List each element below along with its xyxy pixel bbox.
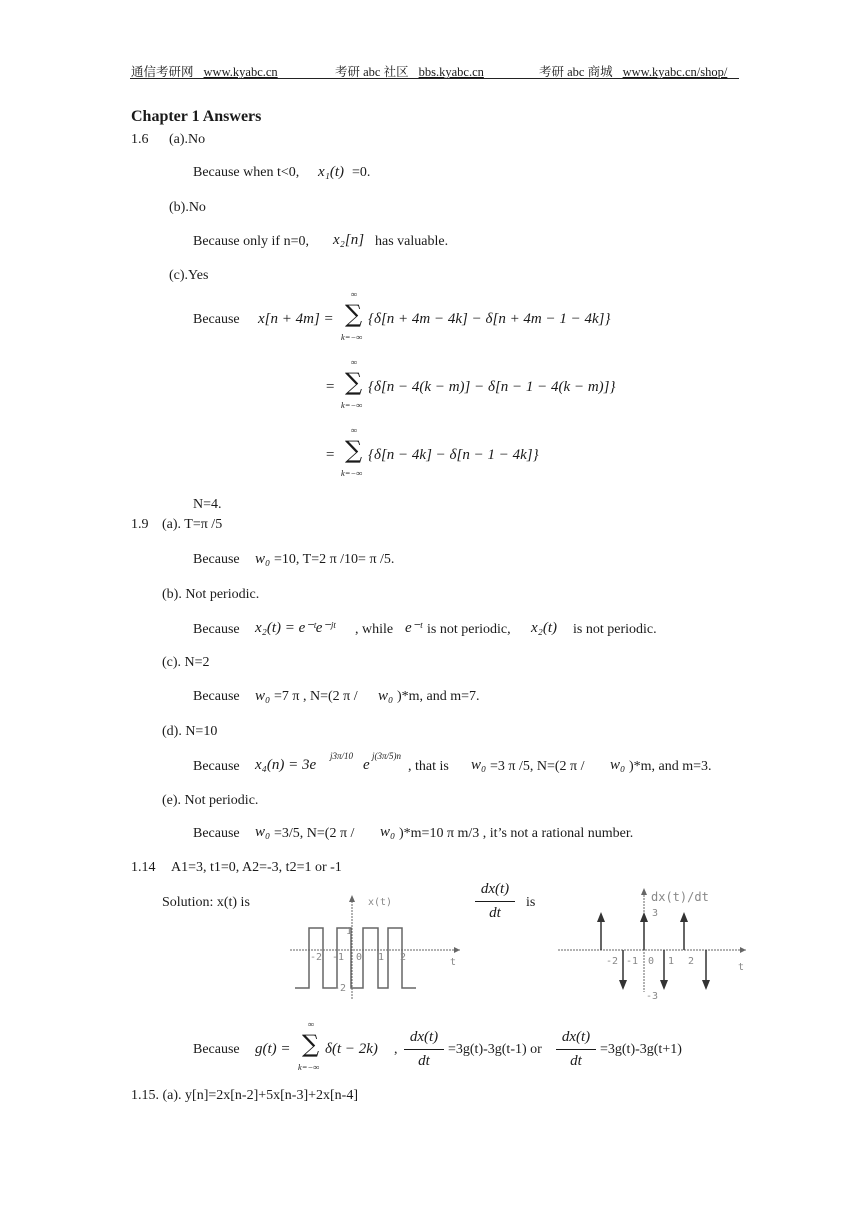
text: Because [193,689,240,704]
text: , [394,1042,398,1057]
sum-upper: ∞ [308,1019,315,1029]
problem-number: 1.9 [131,517,149,532]
text: =3g(t)-3g(t+1) [600,1042,682,1057]
header-site3-name: 考研 abc 商城 [539,65,613,79]
sum-lower: k=−∞ [341,400,363,410]
sum-upper: ∞ [351,289,358,299]
part-label: (b).No [169,200,206,215]
tick-label: -2 [606,956,619,967]
math: x[n + 4m] = [258,311,334,327]
tick-label: 0 [356,952,363,963]
sum-upper: ∞ [351,425,358,435]
fraction-bar [404,1049,444,1050]
tick-label: 2 [688,956,695,967]
math-superscript: j(3π/5)n [372,751,402,761]
sum-sign: ∑ [345,436,363,464]
header-site1-name: 通信考研网 [131,65,194,79]
fraction-denominator: dt [489,904,501,921]
impulse-arrowhead [660,980,668,990]
tick-label: -1 [332,952,345,963]
math: x₂[n] [333,232,365,248]
text: )*m, and m=7. [397,689,480,704]
text: =3g(t)-3g(t-1) or [448,1042,542,1057]
fraction-denominator: dt [570,1052,582,1069]
sum-upper: ∞ [351,357,358,367]
fraction-numerator: dx(t) [409,1029,439,1045]
text: )*m, and m=3. [629,759,712,774]
math: x₂(t) [531,620,558,636]
text: )*m=10 π m/3 , it’s not a rational number. [399,826,634,841]
text: =10, T=2 π /10= π /5. [274,552,395,567]
math: = [325,379,336,395]
math: {δ[n − 4k] − δ[n − 1 − 4k]} [368,447,539,463]
y-axis-arrow [349,895,355,902]
math: = [325,447,336,463]
math: w₀ [255,551,271,567]
y-axis-label: x(t) [368,897,393,908]
math: e⁻ᵗ [405,620,423,636]
text: Because when t<0, [193,165,300,180]
plot-derivative [558,884,758,1002]
tick-label: 1 [378,952,385,963]
text: Because [193,312,240,327]
part-label: (d). N=10 [162,724,218,739]
problem-number: 1.14 [131,860,156,875]
text: Because [193,826,240,841]
math: δ(t − 2k) [325,1041,378,1057]
part-label: (a). T=π /5 [162,517,223,532]
level-low: -2 [334,983,347,994]
problem-number: 1.6 [131,132,149,147]
y-axis-arrow [641,888,647,895]
text: Because [193,552,240,567]
header-rule [130,78,739,79]
math: e [363,757,370,773]
text: =3 π /5, N=(2 π / [490,759,585,774]
text: , while [355,622,394,637]
math: w₀ [255,824,271,840]
math-superscript: j3π/10 [330,751,354,761]
text: =3/5, N=(2 π / [274,826,355,841]
text: Because [193,1042,240,1057]
derivative-fraction [475,880,515,923]
impulse-arrowhead [619,980,627,990]
header-site3-link[interactable]: www.kyabc.cn/shop/ [622,65,728,79]
sum-sign: ∑ [345,300,363,328]
sum-lower: k=−∞ [298,1062,320,1072]
part-label: (b). Not periodic. [162,587,260,602]
header-site2-link[interactable]: bbs.kyabc.cn [418,65,484,79]
math: x₁(t) [318,164,345,180]
impulse-arrowhead [680,912,688,922]
math: x₄(n) = 3e [255,757,317,773]
header-site2-name: 考研 abc 社区 [335,65,409,79]
part-label: (c).Yes [169,268,209,283]
text: N=4. [193,497,222,512]
impulse-arrowhead [640,912,648,922]
math: {δ[n + 4m − 4k] − δ[n + 4m − 1 − 4k]} [368,311,611,327]
fraction-bar [556,1049,596,1050]
text: Because [193,759,240,774]
level-low: -3 [646,991,659,1002]
text: Solution: x(t) is [162,895,250,910]
sum-sign: ∑ [345,368,363,396]
plot-xt [290,890,470,1000]
math: g(t) = [255,1041,291,1057]
impulse-arrowhead [597,912,605,922]
fraction-bar [475,901,515,902]
problem-text: 1.15. (a). y[n]=2x[n-2]+5x[n-3]+2x[n-4] [131,1088,359,1103]
tick-label: -1 [626,956,639,967]
text: is [526,895,536,910]
header-site1-link[interactable]: www.kyabc.cn [203,65,278,79]
tick-label: 2 [400,952,407,963]
math: w₀ [610,757,626,773]
math: w₀ [378,688,394,704]
y-axis-label: dx(t)/dt [651,890,709,904]
fraction-denominator: dt [418,1052,430,1069]
x-axis-label: t [450,957,457,968]
math: {δ[n − 4(k − m)] − δ[n − 1 − 4(k − m)]} [368,379,616,395]
level-high: 3 [652,908,659,919]
level-high: 1 [346,926,353,937]
part-label: (a).No [169,132,206,147]
tick-label: 1 [668,956,675,967]
answer-text: A1=3, t1=0, A2=-3, t2=1 or -1 [171,860,342,875]
sum-lower: k=−∞ [341,332,363,342]
text: =7 π , N=(2 π / [274,689,358,704]
text: Because [193,622,240,637]
text: Because only if n=0, [193,234,309,249]
tick-label: -2 [310,952,323,963]
impulse-arrowhead [702,980,710,990]
part-label: (e). Not periodic. [162,793,259,808]
math: w₀ [255,688,271,704]
fraction-numerator: dx(t) [480,881,510,897]
sum-lower: k=−∞ [341,468,363,478]
derivative-fraction [556,1028,596,1071]
part-label: (c). N=2 [162,655,210,670]
tick-label: 0 [648,956,655,967]
text: =0. [352,165,371,180]
text: is not periodic, [427,622,511,637]
x-axis-arrow [740,947,746,953]
text: is not periodic. [573,622,657,637]
x-axis-label: t [738,962,745,973]
math: w₀ [471,757,487,773]
page-title: Chapter 1 Answers [131,108,262,125]
math: w₀ [380,824,396,840]
sum-sign: ∑ [302,1030,320,1058]
fraction-numerator: dx(t) [561,1029,591,1045]
text: has valuable. [375,234,449,249]
derivative-fraction [404,1028,444,1071]
text: , that is [408,759,449,774]
math: x₂(t) = e⁻ᵗe⁻ʲᵗ [255,620,336,636]
x-axis-arrow [454,947,460,953]
